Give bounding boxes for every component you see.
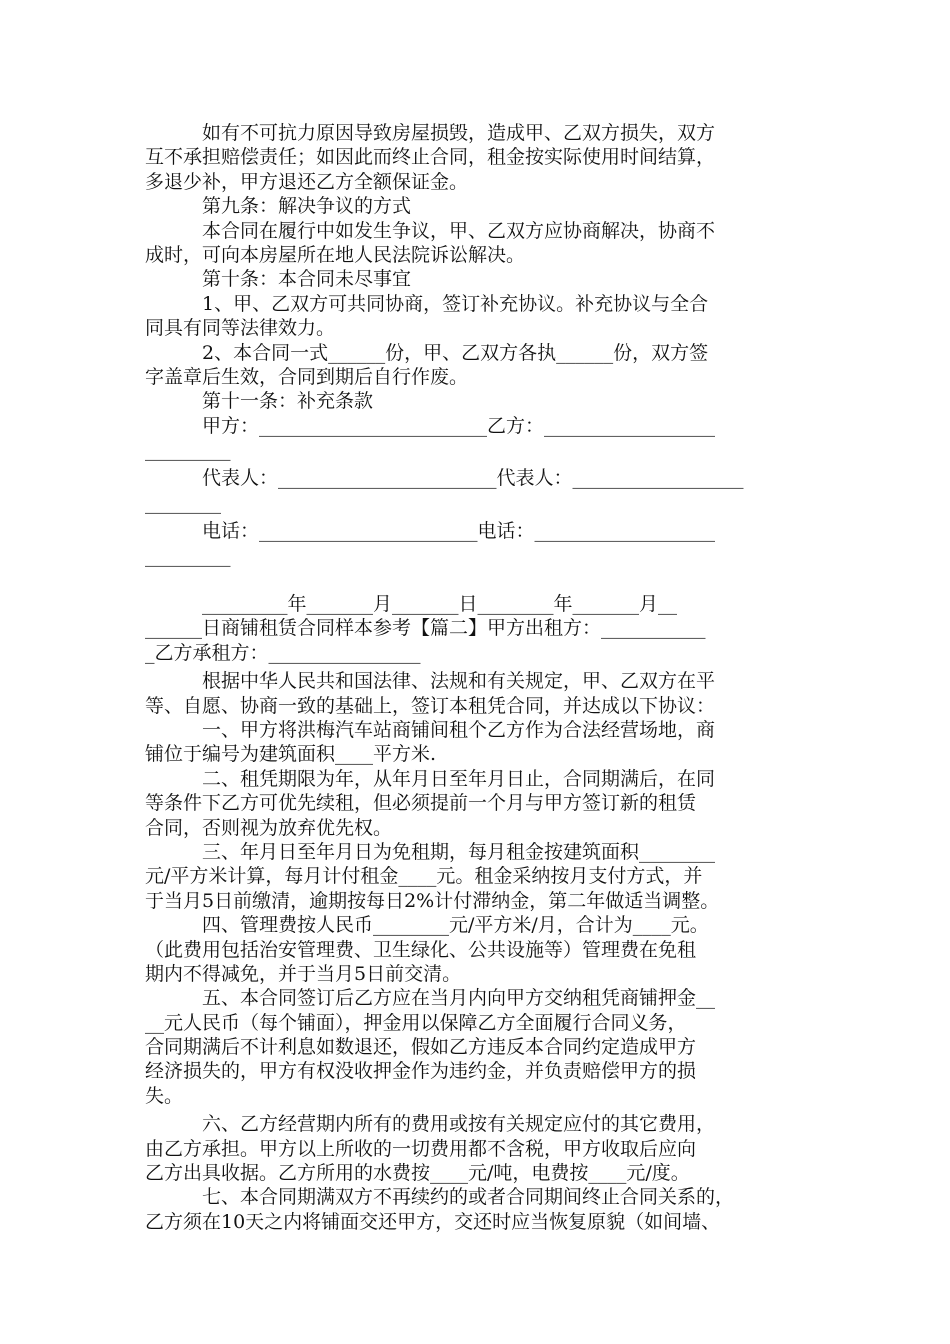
text-line: 合同期满后不计利息如数退还，假如乙方违反本合同约定造成甲方 — [145, 1036, 697, 1059]
text-line: 五、本合同签订后乙方应在当月内向甲方交纳租凭商铺押金__ — [202, 987, 716, 1010]
signature-line-continuation: _________ — [145, 544, 231, 567]
text-line: 2、本合同一式______份，甲、乙双方各执______份，双方签 — [202, 341, 709, 364]
section-heading: 第九条：解决争议的方式 — [202, 195, 412, 218]
signature-line-continuation: _________ — [145, 439, 231, 462]
text-line: 根据中华人民共和国法律、法规和有关规定，甲、乙双方在平 — [202, 670, 716, 693]
text-line: 等条件下乙方可优先续租，但必须提前一个月与甲方签订新的租赁 — [145, 792, 697, 815]
text-line: 乙方须在10天之内将铺面交还甲方，交还时应当恢复原貌（如间墙、 — [145, 1210, 721, 1233]
text-line: 期内不得减免，并于当月5日前交清。 — [145, 962, 462, 985]
text-line: 互不承担赔偿责任；如因此而终止合同，租金按实际使用时间结算， — [145, 146, 716, 169]
section-heading: 第十一条：补充条款 — [202, 390, 374, 413]
text-line: 六、乙方经营期内所有的费用或按有关规定应付的其它费用， — [202, 1113, 716, 1136]
document-page — [145, 121, 807, 1234]
text-line: 二、租凭期限为年，从年月日至年月日止，合同期满后，在同 — [202, 767, 716, 790]
signature-line-representative: 代表人：_______________________代表人：__________________ — [202, 467, 744, 490]
text-line: （此费用包括治安管理费、卫生绿化、公共设施等）管理费在免租 — [145, 938, 697, 961]
signature-line-phone: 电话：_______________________电话：___________________ — [202, 520, 716, 543]
text-line: 成时，可向本房屋所在地人民法院诉讼解决。 — [145, 243, 526, 266]
text-line: 三、年月日至年月日为免租期，每月租金按建筑面积________ — [202, 840, 716, 863]
text-line: 字盖章后生效，合同到期后自行作废。 — [145, 365, 469, 388]
signature-line-party-a: 甲方：________________________乙方：__________________ — [202, 414, 716, 437]
text-line: 同具有同等法律效力。 — [145, 317, 336, 340]
section-heading: 第十条：本合同未尽事宜 — [202, 268, 412, 291]
text-line: 一、甲方将洪梅汽车站商铺间租个乙方作为合法经营场地，商 — [202, 718, 716, 741]
text-line: 等、自愿、协商一致的基础上，签订本租凭合同，并达成以下协议： — [145, 694, 716, 717]
text-line: 失。 — [145, 1084, 184, 1107]
text-line: 如有不可抗力原因导致房屋损毁，造成甲、乙双方损失，双方 — [202, 122, 716, 144]
text-line: 由乙方承担。甲方以上所收的一切费用都不含税，甲方收取后应向 — [145, 1137, 697, 1160]
text-line: 于当月5日前缴清，逾期按每日2%计付滞纳金，第二年做适当调整。 — [145, 889, 720, 912]
text-line: 本合同在履行中如发生争议，甲、乙双方应协商解决，协商不 — [202, 219, 716, 242]
text-line: __元人民币（每个铺面），押金用以保障乙方全面履行合同义务， — [145, 1011, 687, 1034]
text-line: 多退少补，甲方退还乙方全额保证金。 — [145, 170, 469, 193]
text-line: ______日商铺租赁合同样本参考【篇二】甲方出租方：___________ — [145, 617, 706, 640]
text-line: 1、甲、乙双方可共同协商，签订补充协议。补充协议与全合 — [202, 292, 709, 315]
text-line: 七、本合同期满双方不再续约的或者合同期间终止合同关系的， — [202, 1186, 735, 1209]
text-line: 四、管理费按人民币________元/平方米/月，合计为____元。 — [202, 914, 709, 937]
date-line: _________年_______月_______日________年_______月__ — [202, 593, 678, 616]
text-line: 铺位于编号为建筑面积____平方米. — [145, 743, 437, 766]
text-line: 元/平方米计算，每月计付租金____元。租金采纳按月支付方式，并 — [145, 865, 703, 888]
text-line: 乙方出具收据。乙方所用的水费按____元/吨，电费按____元/度。 — [145, 1162, 690, 1185]
signature-line-continuation: ________ — [145, 491, 221, 514]
text-line: 经济损失的，甲方有权没收押金作为违约金，并负责赔偿甲方的损 — [145, 1060, 697, 1083]
text-line: 合同，否则视为放弃优先权。 — [145, 816, 393, 839]
text-line: _乙方承租方：________________ — [145, 641, 421, 664]
